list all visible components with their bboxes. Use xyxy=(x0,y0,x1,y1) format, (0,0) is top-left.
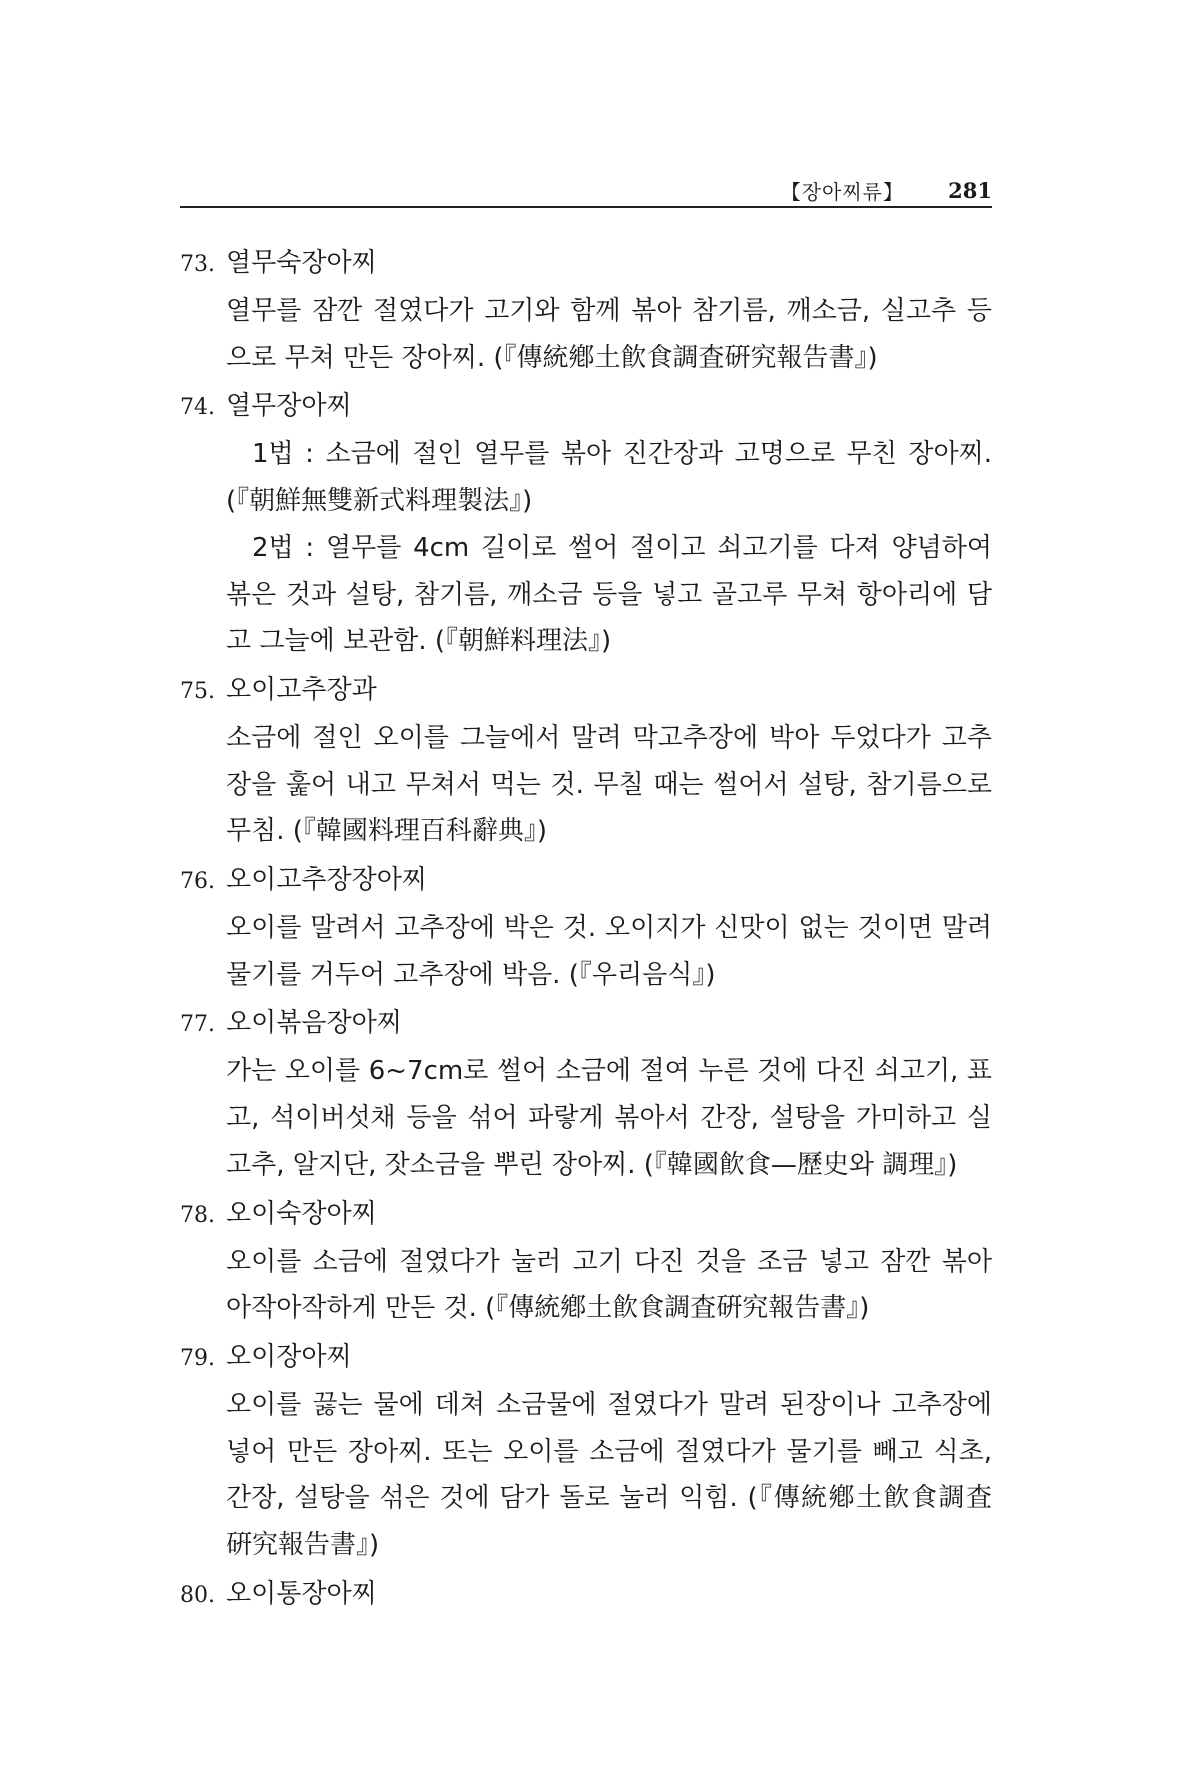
entry-title: 열무장아찌 xyxy=(226,391,352,422)
entry-list xyxy=(180,238,992,1619)
entry-title: 오이숙장아찌 xyxy=(226,1198,377,1229)
entry-number: 80. xyxy=(180,1582,215,1608)
entry-heading xyxy=(180,238,992,288)
entry-heading xyxy=(180,1569,992,1619)
entry-paragraph: 가는 오이를 6~7cm로 썰어 소금에 절여 누른 것에 다진 쇠고기, 표고, 석이버섯채 등을 섞어 파랗게 볶아서 간장, 설탕을 가미하고 실고추, 알지단, 잣소금을 뿌린 장아찌. (『韓國飮食—歷史와 調理』) xyxy=(226,1056,992,1180)
entry-paragraph: 열무를 잠깐 절였다가 고기와 함께 볶아 참기름, 깨소금, 실고추 등으로 무쳐 만든 장아찌. (『傳統鄕土飮食調査硏究報告書』) xyxy=(226,296,992,373)
entry-74 xyxy=(180,381,992,665)
entry-title: 오이고추장장아찌 xyxy=(226,865,427,896)
page-number: 281 xyxy=(948,178,992,203)
entry-heading xyxy=(180,998,992,1048)
entry-heading xyxy=(180,665,992,715)
entry-73 xyxy=(180,238,992,381)
entry-80 xyxy=(180,1569,992,1619)
entry-title: 오이고추장과 xyxy=(226,674,377,705)
entry-body xyxy=(226,1239,992,1332)
entry-number: 77. xyxy=(180,1012,215,1038)
entry-paragraph: 오이를 말려서 고추장에 박은 것. 오이지가 신맛이 없는 것이면 말려 물기를 거두어 고추장에 박음. (『우리음식』) xyxy=(226,913,992,990)
entry-paragraph: 오이를 끓는 물에 데쳐 소금물에 절였다가 말려 된장이나 고추장에 넣어 만든 장아찌. 또는 오이를 소금에 절였다가 물기를 빼고 식초, 간장, 설탕을 섞은 것에 담가 돌로 눌러 익힘. (『傳統鄕土飮食調査硏究報告書』) xyxy=(226,1389,992,1561)
entry-heading xyxy=(180,381,992,431)
entry-title: 열무숙장아찌 xyxy=(226,248,377,278)
page-header xyxy=(180,176,992,208)
entry-76 xyxy=(180,855,992,998)
entry-title: 오이통장아찌 xyxy=(226,1578,377,1609)
entry-paragraph: 소금에 절인 오이를 그늘에서 말려 막고추장에 박아 두었다가 고추장을 훑어 내고 무쳐서 먹는 것. 무칠 때는 썰어서 설탕, 참기름으로 무침. (『韓國料理百科辭典』) xyxy=(226,722,992,847)
entry-number: 78. xyxy=(180,1202,215,1228)
entry-body xyxy=(226,288,992,381)
entry-heading xyxy=(180,1189,992,1239)
entry-77 xyxy=(180,998,992,1188)
entry-heading xyxy=(180,855,992,905)
entry-body xyxy=(226,431,992,665)
entry-number: 73. xyxy=(180,252,215,277)
entry-79 xyxy=(180,1332,992,1569)
entry-paragraph: 오이를 소금에 절였다가 눌러 고기 다진 것을 조금 넣고 잠깐 볶아 아작아작하게 만든 것. (『傳統鄕土飮食調査硏究報告書』) xyxy=(226,1246,992,1324)
method-paragraph-1: 1법 : 소금에 절인 열무를 볶아 진간장과 고명으로 무친 장아찌. (『朝鮮無雙新式料理製法』) xyxy=(226,439,992,517)
entry-number: 74. xyxy=(180,395,215,421)
entry-body xyxy=(226,1382,992,1569)
section-tag: 【장아찌류】 xyxy=(780,180,904,204)
entry-number: 75. xyxy=(180,678,215,704)
entry-body xyxy=(226,715,992,855)
entry-number: 79. xyxy=(180,1345,215,1371)
method-paragraph-2: 2법 : 열무를 4cm 길이로 썰어 절이고 쇠고기를 다져 양념하여 볶은 것과 설탕, 참기름, 깨소금 등을 넣고 골고루 무쳐 항아리에 담고 그늘에 보관함. (『朝鮮料理法』) xyxy=(226,532,992,657)
entry-body xyxy=(226,905,992,998)
entry-title: 오이볶음장아찌 xyxy=(226,1008,402,1039)
entry-heading xyxy=(180,1332,992,1382)
entry-title: 오이장아찌 xyxy=(226,1341,352,1372)
entry-body xyxy=(226,1048,992,1188)
entry-number: 76. xyxy=(180,869,215,895)
entry-78 xyxy=(180,1189,992,1332)
entry-75 xyxy=(180,665,992,855)
